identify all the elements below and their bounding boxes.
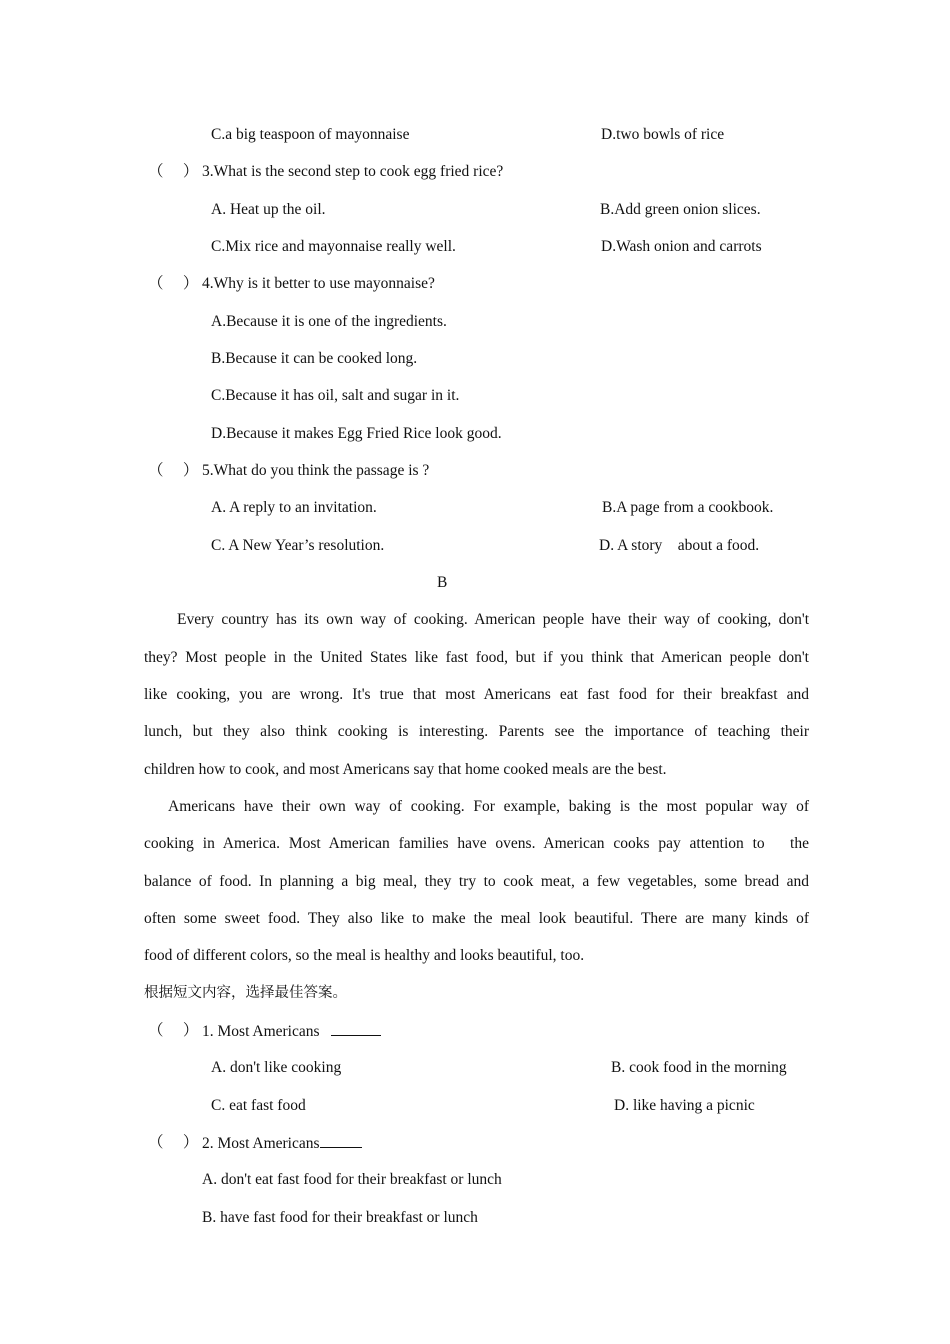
passage-line: Americans have their own way of cooking. For example, baking is the most popular way of [168, 798, 809, 815]
option-d[interactable]: D. A story about a food. [599, 537, 760, 554]
answer-blank[interactable]: （ ） [148, 275, 199, 292]
option-a[interactable]: A. don't like cooking [211, 1059, 342, 1076]
question-stem [202, 1133, 362, 1154]
section-heading: B [437, 574, 448, 591]
option-b[interactable]: B. have fast food for their breakfast or lunch [202, 1209, 478, 1226]
question-stem-text: 1. Most Americans [202, 1023, 320, 1040]
fill-blank[interactable] [320, 1133, 362, 1148]
question-stem [202, 1021, 381, 1042]
passage-line: Every country has its own way of cooking. American people have their way of cooking, don't [177, 611, 809, 628]
question-stem-text: 2. Most Americans [202, 1135, 320, 1152]
option-b[interactable]: B.A page from a cookbook. [602, 499, 774, 516]
answer-blank[interactable]: （ ） [148, 1022, 199, 1039]
option-a[interactable]: A. Heat up the oil. [211, 201, 326, 218]
option-d[interactable]: D.Wash onion and carrots [601, 238, 762, 255]
answer-blank[interactable]: （ ） [148, 1134, 199, 1151]
option-b[interactable]: B.Because it can be cooked long. [211, 350, 418, 367]
option-d[interactable]: D.Because it makes Egg Fried Rice look good. [211, 425, 502, 442]
option-a[interactable]: A. A reply to an invitation. [211, 499, 377, 516]
question-stem: 3.What is the second step to cook egg fried rice? [202, 163, 504, 180]
passage-line: food of different colors, so the meal is healthy and looks beautiful, too. [144, 947, 585, 964]
passage-line: cooking in America. Most American families have ovens. American cooks pay attention to the [144, 835, 809, 852]
option-c[interactable]: C.Mix rice and mayonnaise really well. [211, 238, 456, 255]
fill-blank[interactable] [331, 1021, 381, 1036]
question-stem: 4.Why is it better to use mayonnaise? [202, 275, 435, 292]
option-c[interactable]: C.a big teaspoon of mayonnaise [211, 126, 410, 143]
option-b[interactable]: B.Add green onion slices. [600, 201, 761, 218]
option-c[interactable]: C. eat fast food [211, 1097, 306, 1114]
option-c[interactable]: C.Because it has oil, salt and sugar in it. [211, 387, 460, 404]
question-stem: 5.What do you think the passage is ? [202, 462, 430, 479]
passage-line: like cooking, you are wrong. It's true that most Americans eat fast food for their breakfast and [144, 686, 809, 703]
option-d[interactable]: D. like having a picnic [614, 1097, 755, 1114]
option-d[interactable]: D.two bowls of rice [601, 126, 725, 143]
option-c[interactable]: C. A New Year’s resolution. [211, 537, 385, 554]
passage-line: they? Most people in the United States like fast food, but if you think that American people don't [144, 649, 809, 666]
option-a[interactable]: A.Because it is one of the ingredients. [211, 313, 447, 330]
answer-blank[interactable]: （ ） [148, 462, 199, 479]
answer-blank[interactable]: （ ） [148, 163, 199, 180]
passage-line: children how to cook, and most Americans say that home cooked meals are the best. [144, 761, 667, 778]
instruction-text: 根据短文内容，选择最佳答案。 [144, 985, 347, 1001]
passage-line: lunch, but they also think cooking is interesting. Parents see the importance of teaching their [144, 723, 809, 740]
option-a[interactable]: A. don't eat fast food for their breakfast or lunch [202, 1171, 502, 1188]
option-b[interactable]: B. cook food in the morning [611, 1059, 787, 1076]
passage-line: balance of food. In planning a big meal, they try to cook meat, a few vegetables, some bread and [144, 873, 809, 890]
passage-line: often some sweet food. They also like to make the meal look beautiful. There are many kinds of [144, 910, 809, 927]
